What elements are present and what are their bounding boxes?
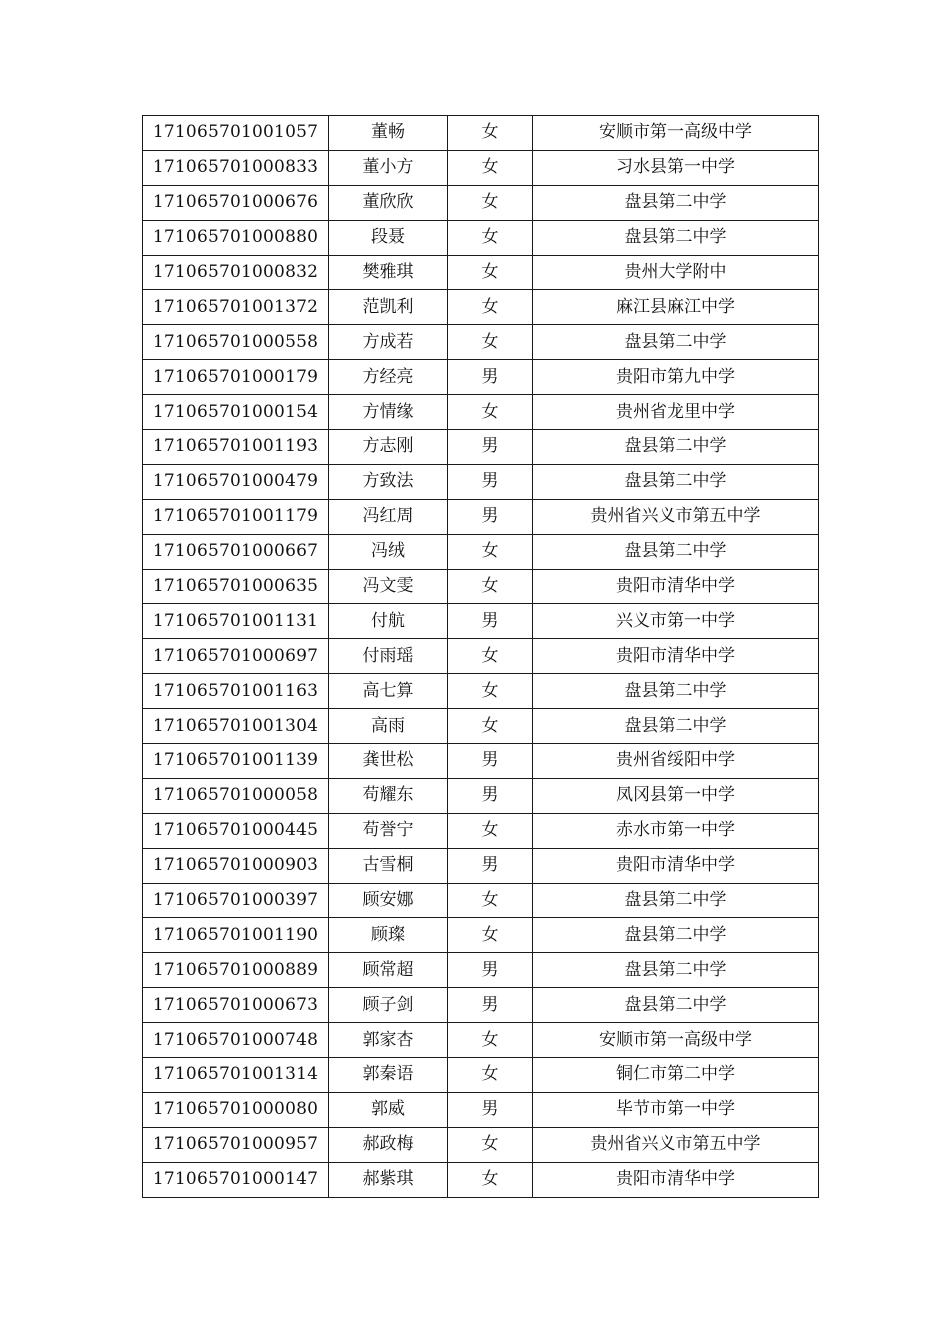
student-name-cell: 付航 [329, 604, 448, 639]
table-row [143, 778, 819, 813]
school-cell: 贵州省绥阳中学 [533, 744, 819, 779]
exam-id-cell: 171065701000832 [143, 255, 329, 290]
table-row [143, 639, 819, 674]
exam-id-cell: 171065701000697 [143, 639, 329, 674]
exam-id-cell: 171065701000676 [143, 185, 329, 220]
gender-cell: 男 [448, 360, 533, 395]
exam-id-cell: 171065701001139 [143, 744, 329, 779]
student-name-cell: 方志刚 [329, 430, 448, 465]
table-row [143, 709, 819, 744]
gender-cell: 男 [448, 1092, 533, 1127]
student-name-cell: 郭家杏 [329, 1023, 448, 1058]
table-row [143, 534, 819, 569]
student-name-cell: 郝政梅 [329, 1127, 448, 1162]
table-row [143, 360, 819, 395]
table-row [143, 988, 819, 1023]
school-cell: 盘县第二中学 [533, 988, 819, 1023]
gender-cell: 男 [448, 604, 533, 639]
table-row [143, 1162, 819, 1197]
school-cell: 凤冈县第一中学 [533, 778, 819, 813]
exam-id-cell: 171065701001190 [143, 918, 329, 953]
student-name-cell: 方致法 [329, 464, 448, 499]
table-row [143, 255, 819, 290]
exam-id-cell: 171065701000558 [143, 325, 329, 360]
student-name-cell: 付雨瑶 [329, 639, 448, 674]
exam-id-cell: 171065701000080 [143, 1092, 329, 1127]
exam-id-cell: 171065701000667 [143, 534, 329, 569]
school-cell: 兴义市第一中学 [533, 604, 819, 639]
table-row [143, 674, 819, 709]
table-row [143, 464, 819, 499]
school-cell: 麻江县麻江中学 [533, 290, 819, 325]
exam-id-cell: 171065701000635 [143, 569, 329, 604]
school-cell: 贵阳市清华中学 [533, 1162, 819, 1197]
student-name-cell: 顾璨 [329, 918, 448, 953]
student-name-cell: 顾常超 [329, 953, 448, 988]
student-roster-table [142, 115, 819, 1198]
school-cell: 盘县第二中学 [533, 325, 819, 360]
student-name-cell: 方情缘 [329, 395, 448, 430]
roster-body [143, 116, 819, 1198]
table-row [143, 1023, 819, 1058]
gender-cell: 男 [448, 848, 533, 883]
student-name-cell: 古雪桐 [329, 848, 448, 883]
exam-id-cell: 171065701000445 [143, 813, 329, 848]
student-name-cell: 董畅 [329, 116, 448, 151]
student-name-cell: 顾子剑 [329, 988, 448, 1023]
student-name-cell: 冯绒 [329, 534, 448, 569]
gender-cell: 女 [448, 150, 533, 185]
exam-id-cell: 171065701000397 [143, 883, 329, 918]
table-row [143, 813, 819, 848]
gender-cell: 女 [448, 116, 533, 151]
gender-cell: 女 [448, 639, 533, 674]
school-cell: 毕节市第一中学 [533, 1092, 819, 1127]
school-cell: 盘县第二中学 [533, 953, 819, 988]
school-cell: 贵阳市第九中学 [533, 360, 819, 395]
gender-cell: 女 [448, 569, 533, 604]
school-cell: 铜仁市第二中学 [533, 1058, 819, 1093]
exam-id-cell: 171065701000880 [143, 220, 329, 255]
table-row [143, 918, 819, 953]
gender-cell: 男 [448, 499, 533, 534]
exam-id-cell: 171065701001179 [143, 499, 329, 534]
table-row [143, 1058, 819, 1093]
student-name-cell: 冯红周 [329, 499, 448, 534]
exam-id-cell: 171065701001304 [143, 709, 329, 744]
school-cell: 贵州大学附中 [533, 255, 819, 290]
student-name-cell: 郝紫琪 [329, 1162, 448, 1197]
table-row [143, 604, 819, 639]
student-name-cell: 高七算 [329, 674, 448, 709]
gender-cell: 女 [448, 395, 533, 430]
student-name-cell: 苟耀东 [329, 778, 448, 813]
student-name-cell: 冯文雯 [329, 569, 448, 604]
student-name-cell: 郭秦语 [329, 1058, 448, 1093]
student-name-cell: 顾安娜 [329, 883, 448, 918]
gender-cell: 男 [448, 778, 533, 813]
student-name-cell: 龚世松 [329, 744, 448, 779]
student-name-cell: 郭威 [329, 1092, 448, 1127]
document-page [142, 115, 818, 1198]
gender-cell: 女 [448, 674, 533, 709]
gender-cell: 女 [448, 220, 533, 255]
gender-cell: 男 [448, 988, 533, 1023]
exam-id-cell: 171065701000479 [143, 464, 329, 499]
school-cell: 贵阳市清华中学 [533, 569, 819, 604]
exam-id-cell: 171065701000154 [143, 395, 329, 430]
student-name-cell: 高雨 [329, 709, 448, 744]
exam-id-cell: 171065701000673 [143, 988, 329, 1023]
table-row [143, 499, 819, 534]
exam-id-cell: 171065701001314 [143, 1058, 329, 1093]
student-name-cell: 董欣欣 [329, 185, 448, 220]
gender-cell: 女 [448, 918, 533, 953]
exam-id-cell: 171065701001372 [143, 290, 329, 325]
table-row [143, 116, 819, 151]
gender-cell: 女 [448, 1127, 533, 1162]
school-cell: 盘县第二中学 [533, 430, 819, 465]
exam-id-cell: 171065701001193 [143, 430, 329, 465]
school-cell: 贵阳市清华中学 [533, 848, 819, 883]
table-row [143, 220, 819, 255]
exam-id-cell: 171065701000903 [143, 848, 329, 883]
gender-cell: 女 [448, 534, 533, 569]
gender-cell: 女 [448, 813, 533, 848]
gender-cell: 男 [448, 953, 533, 988]
school-cell: 贵阳市清华中学 [533, 639, 819, 674]
gender-cell: 女 [448, 255, 533, 290]
exam-id-cell: 171065701001163 [143, 674, 329, 709]
table-row [143, 150, 819, 185]
gender-cell: 女 [448, 883, 533, 918]
table-row [143, 883, 819, 918]
table-row [143, 185, 819, 220]
table-row [143, 325, 819, 360]
student-name-cell: 方经亮 [329, 360, 448, 395]
school-cell: 盘县第二中学 [533, 185, 819, 220]
student-name-cell: 苟誉宁 [329, 813, 448, 848]
exam-id-cell: 171065701000889 [143, 953, 329, 988]
gender-cell: 女 [448, 325, 533, 360]
exam-id-cell: 171065701000147 [143, 1162, 329, 1197]
gender-cell: 男 [448, 744, 533, 779]
student-name-cell: 樊雅琪 [329, 255, 448, 290]
table-row [143, 290, 819, 325]
table-row [143, 744, 819, 779]
school-cell: 盘县第二中学 [533, 709, 819, 744]
school-cell: 安顺市第一高级中学 [533, 1023, 819, 1058]
exam-id-cell: 171065701000179 [143, 360, 329, 395]
student-name-cell: 段聂 [329, 220, 448, 255]
table-row [143, 395, 819, 430]
exam-id-cell: 171065701000957 [143, 1127, 329, 1162]
table-row [143, 1127, 819, 1162]
gender-cell: 女 [448, 1162, 533, 1197]
gender-cell: 女 [448, 1023, 533, 1058]
gender-cell: 女 [448, 290, 533, 325]
table-row [143, 848, 819, 883]
table-row [143, 1092, 819, 1127]
table-row [143, 953, 819, 988]
exam-id-cell: 171065701001057 [143, 116, 329, 151]
table-row [143, 430, 819, 465]
school-cell: 习水县第一中学 [533, 150, 819, 185]
school-cell: 盘县第二中学 [533, 464, 819, 499]
gender-cell: 女 [448, 709, 533, 744]
exam-id-cell: 171065701001131 [143, 604, 329, 639]
student-name-cell: 方成若 [329, 325, 448, 360]
school-cell: 盘县第二中学 [533, 883, 819, 918]
school-cell: 盘县第二中学 [533, 674, 819, 709]
school-cell: 贵州省龙里中学 [533, 395, 819, 430]
school-cell: 赤水市第一中学 [533, 813, 819, 848]
student-name-cell: 董小方 [329, 150, 448, 185]
school-cell: 贵州省兴义市第五中学 [533, 499, 819, 534]
gender-cell: 男 [448, 430, 533, 465]
gender-cell: 男 [448, 464, 533, 499]
school-cell: 盘县第二中学 [533, 534, 819, 569]
school-cell: 安顺市第一高级中学 [533, 116, 819, 151]
school-cell: 盘县第二中学 [533, 220, 819, 255]
exam-id-cell: 171065701000058 [143, 778, 329, 813]
student-name-cell: 范凯利 [329, 290, 448, 325]
table-row [143, 569, 819, 604]
school-cell: 盘县第二中学 [533, 918, 819, 953]
exam-id-cell: 171065701000748 [143, 1023, 329, 1058]
exam-id-cell: 171065701000833 [143, 150, 329, 185]
gender-cell: 女 [448, 1058, 533, 1093]
school-cell: 贵州省兴义市第五中学 [533, 1127, 819, 1162]
gender-cell: 女 [448, 185, 533, 220]
